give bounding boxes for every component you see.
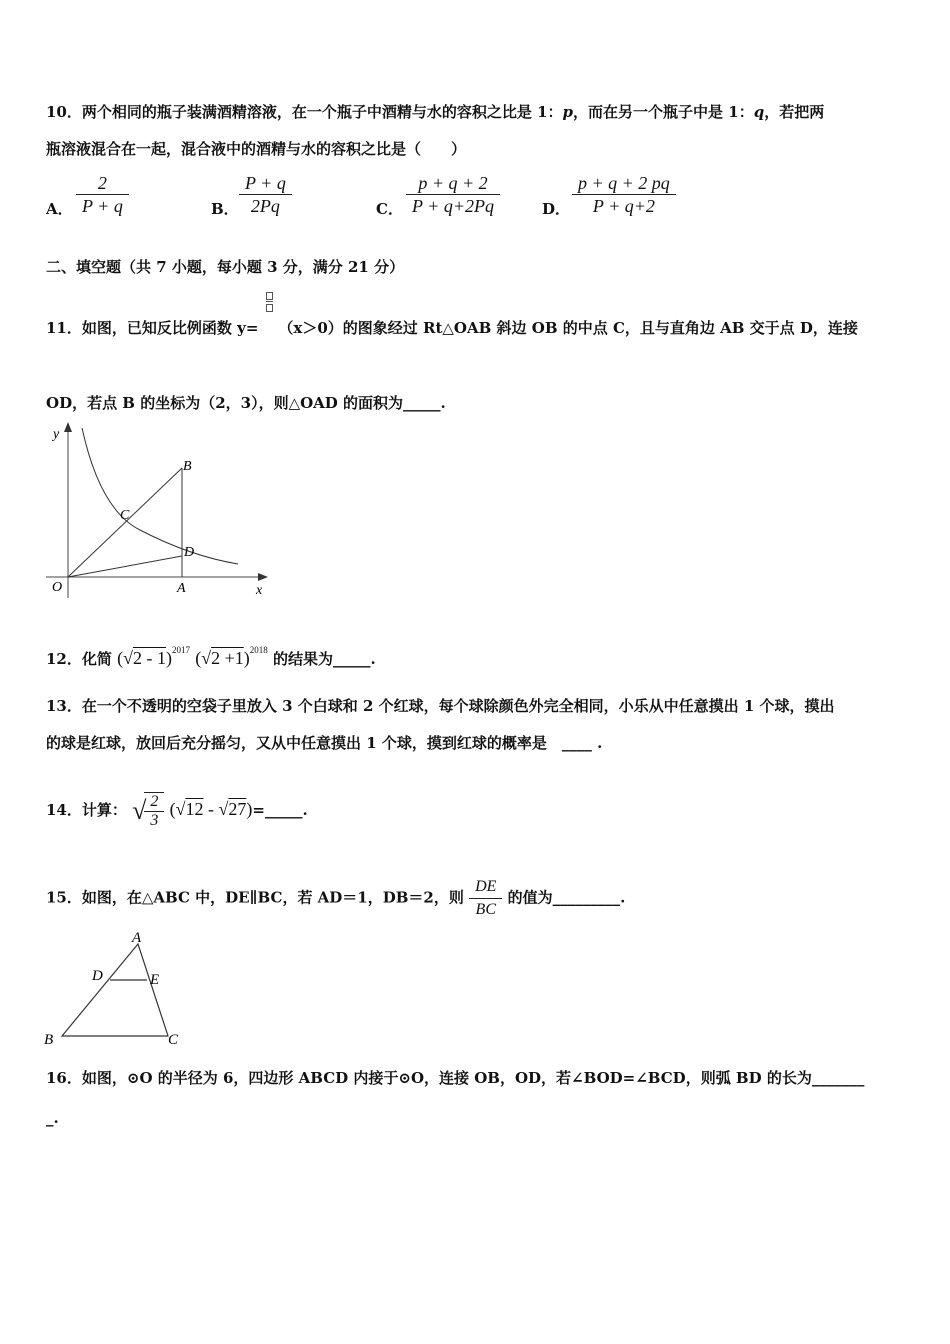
- label-d: D: [92, 968, 103, 984]
- q14-line: 14．计算： √ $\frac{2}{3}$ (√12 - √27)=_____.: [46, 793, 308, 829]
- q11-line1: 11．如图，已知反比例函数 y= （x＞0）的图象经过 Rt△OAB 斜边 OB 的中点 C，且与直角边 AB 交于点 D，连接: [46, 319, 858, 337]
- q13-line2: 的球是红球，放回后充分摇匀，又从中任意摸出 1 个球，摸到红球的概率是 ____ .: [46, 734, 603, 752]
- q13-line1: 13．在一个不透明的空袋子里放入 3 个白球和 2 个红球，每个球除颜色外完全相同，小乐从中任意摸出 1 个球，摸出: [46, 697, 835, 715]
- q10-option-d: D． $\frac{p + q + 2 pq}{P + q+2}$: [542, 170, 702, 222]
- q16-line2: _.: [46, 1109, 59, 1127]
- label-x: x: [256, 583, 263, 598]
- q15-figure: [40, 928, 185, 1050]
- y-arrow: [64, 422, 72, 432]
- q11-figure: [40, 420, 275, 605]
- label-a: A: [132, 930, 142, 946]
- label-b: B: [183, 459, 192, 474]
- q12-line: 12．化简 (√2 - 1)$^{2017}$ $(√2 +1)^{2018}$ 的结果为_____.: [46, 645, 376, 668]
- hyperbola-curve: [82, 428, 238, 564]
- q10-line2: 瓶溶液混合在一起，混合液中的酒精与水的容积之比是（ ）: [46, 140, 467, 158]
- q11-missing-fraction-glyph: [266, 290, 273, 314]
- label-o: O: [52, 580, 63, 595]
- label-e: E: [150, 972, 160, 988]
- label-c: C: [168, 1032, 179, 1048]
- segment-od: [68, 556, 182, 577]
- q10-option-c: C． $\frac{p + q + 2}{P + q+2Pq}$: [376, 170, 526, 222]
- q16-line1: 16．如图，⊙O 的半径为 6，四边形 ABCD 内接于⊙O，连接 OB，OD，若∠BOD=∠BCD，则弧 BD 的长为_______: [46, 1069, 865, 1087]
- triangle-abc: [62, 944, 168, 1036]
- label-a: A: [177, 581, 186, 596]
- label-d: D: [184, 545, 195, 560]
- q10-line1: 10．两个相同的瓶子装满酒精溶液，在一个瓶子中酒精与水的容积之比是 1：p，而在另一个瓶子中是 1：q，若把两: [46, 103, 825, 121]
- q15-line: 15．如图，在△ABC 中，DE∥BC，若 AD＝1，DB＝2，则 $\frac{DE}{BC}$ 的值为_________.: [46, 876, 625, 921]
- q10-option-b: B． $\frac{P + q}{2Pq}$: [211, 170, 361, 222]
- q11-line2: OD，若点 B 的坐标为（2，3），则△OAD 的面积为_____.: [46, 394, 446, 412]
- x-arrow: [258, 573, 268, 581]
- label-b: B: [44, 1032, 54, 1048]
- label-y: y: [53, 427, 60, 442]
- label-c: C: [120, 508, 130, 523]
- section-heading: 二、填空题（共 7 小题，每小题 3 分，满分 21 分）: [46, 258, 405, 276]
- q10-option-a: A． $\frac{2}{P + q}$: [46, 170, 196, 222]
